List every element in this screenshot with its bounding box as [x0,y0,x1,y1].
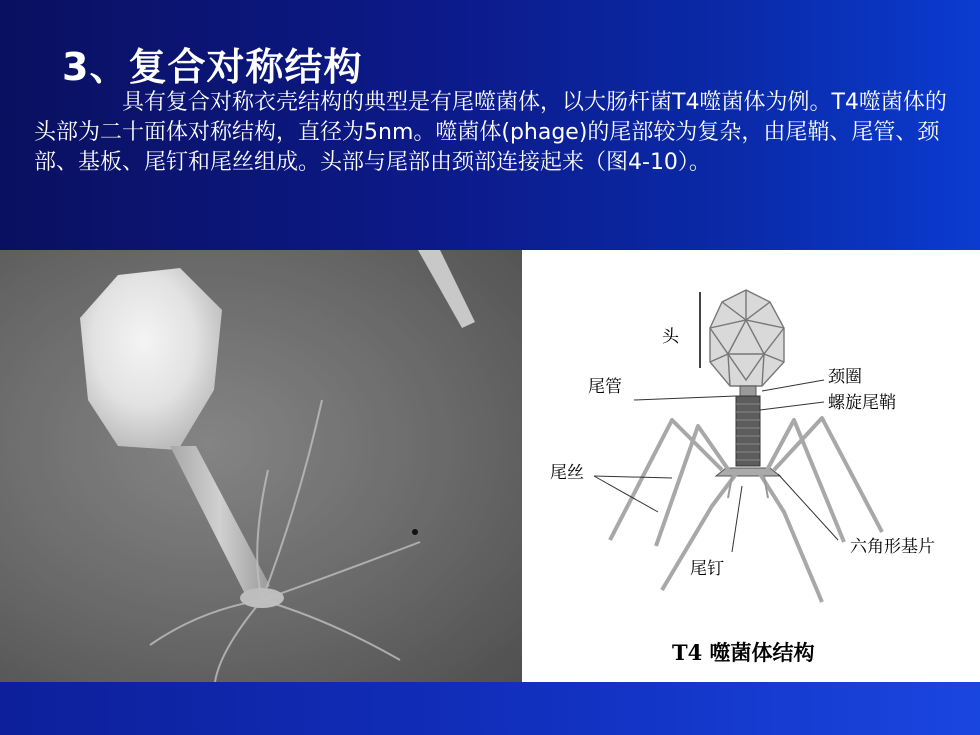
t4-phage-diagram [522,250,980,682]
label-tail-fiber: 尾丝 [550,463,584,483]
diagram-svg [522,250,980,682]
body-paragraph: 具有复合对称衣壳结构的典型是有尾噬菌体，以大肠杆菌T4噬菌体为例。T4噬菌体的头部为二十面体对称结构，直径为5nm。噬菌体(phage)的尾部较为复杂，由尾鞘、尾管、颈部、基板、尾钉和尾丝组成。头部与尾部由颈部连接起来（图4-10）。 [34,90,947,175]
label-helical-sheath: 螺旋尾鞘 [828,393,896,413]
label-neck-collar: 颈圈 [828,367,862,387]
diagram-caption: T4 噬菌体结构 [672,640,815,665]
electron-micrograph [0,250,522,682]
footer-bar [0,682,980,735]
slide-title: 3、复合对称结构 [62,45,363,89]
icosahedral-head [710,290,784,386]
label-tail-pin: 尾钉 [690,559,724,579]
micrograph-image [0,250,522,682]
label-head: 头 [662,327,679,347]
label-tail-tube: 尾管 [588,377,622,397]
slide-body-text [34,88,954,178]
label-hex-baseplate: 六角形基片 [850,537,935,557]
